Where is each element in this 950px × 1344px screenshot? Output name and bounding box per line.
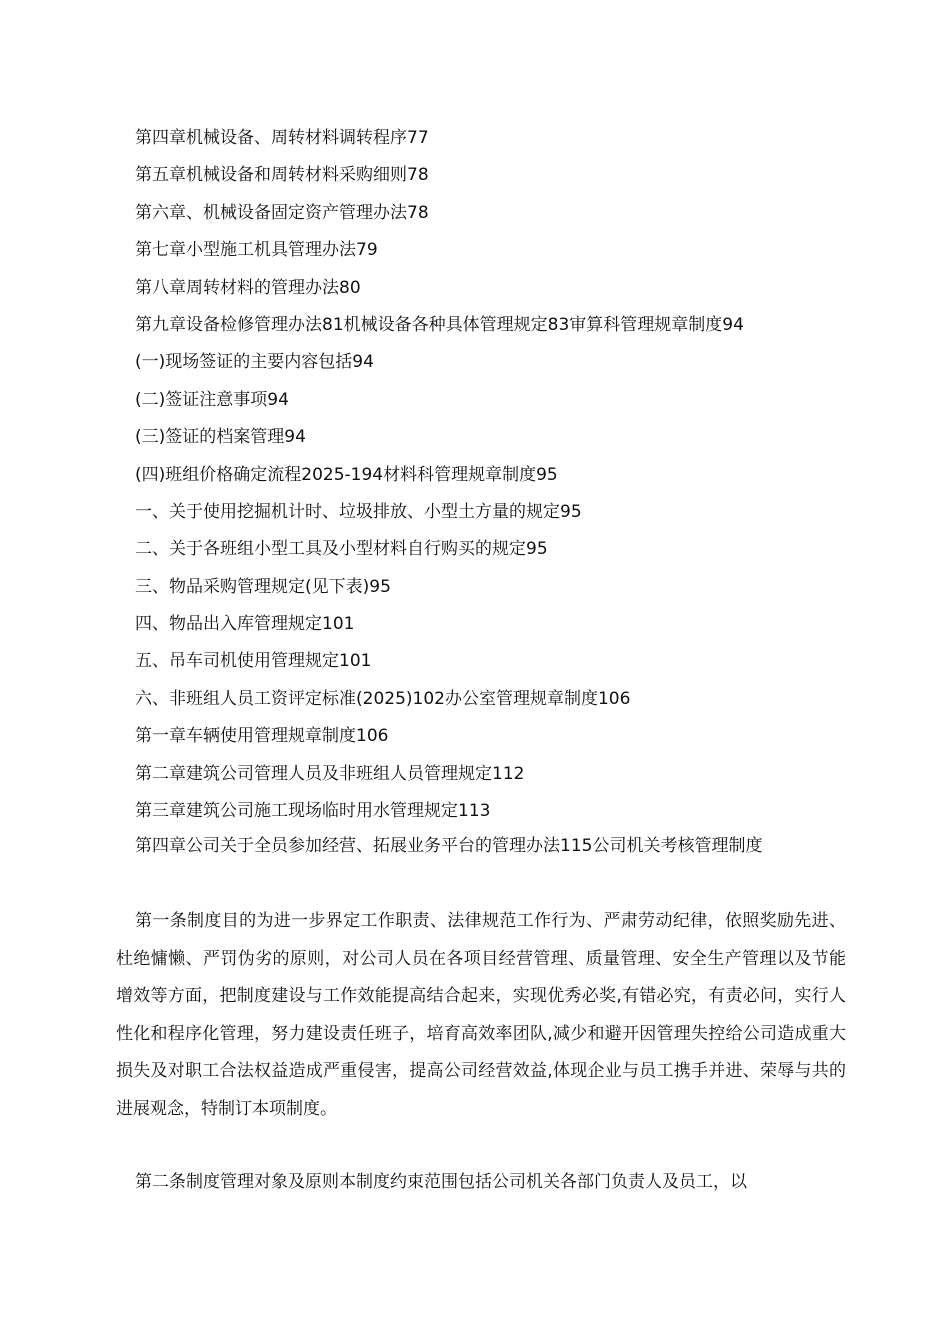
toc-entry: 一、关于使用挖掘机计时、垃圾排放、小型土方量的规定95	[135, 501, 582, 522]
toc-entry: 六、非班组人员工资评定标准(2025)102办公室管理规章制度106	[135, 688, 631, 709]
toc-entry: 第六章、机械设备固定资产管理办法78	[135, 202, 429, 223]
toc-entry: 第二章建筑公司管理人员及非班组人员管理规定112	[135, 763, 525, 784]
toc-entry: (四)班组价格确定流程2025-194材料科管理规章制度95	[135, 464, 558, 485]
toc-entry: 第八章周转材料的管理办法80	[135, 277, 361, 298]
toc-entry: 第五章机械设备和周转材料采购细则78	[135, 165, 429, 186]
toc-entry: 四、物品出入库管理规定101	[135, 614, 355, 635]
toc-entry: 第九章设备检修管理办法81机械设备各种具体管理规定83审算科管理规章制度94	[135, 314, 744, 335]
toc-entry: 第一章车辆使用管理规章制度106	[135, 726, 389, 747]
toc-entry: (二)签证注意事项94	[135, 389, 289, 410]
toc-entry: 第七章小型施工机具管理办法79	[135, 240, 378, 261]
table-of-contents	[135, 124, 855, 834]
toc-entry: 第三章建筑公司施工现场临时用水管理规定113	[135, 801, 491, 822]
article-2-paragraph: 第二条制度管理对象及原则本制度约束范围包括公司机关各部门负责人及员工，以	[135, 1172, 747, 1192]
toc-entry: 三、物品采购管理规定(见下表)95	[135, 576, 391, 597]
article-1-paragraph: 第一条制度目的为进一步界定工作职责、法律规范工作行为、严肃劳动纪律，依照奖励先进、杜绝慵懒、严罚伪劣的原则，对公司人员在各项目经营管理、质量管理、安全生产管理以及节能增效等方面，把制度建设与工作效能提高结合起来，实现优秀必奖,有错必究，有责必问，实行人性化和程序化管理，努力建设责任班子，培育高效率团队,减少和避开因管理失控给公司造成重大损失及对职工合法权益造成严重侵害，提高公司经营效益,体现企业与员工携手并进、荣辱与共的进展观念，特制订本项制度。	[116, 911, 846, 1119]
toc-entry: 第四章机械设备、周转材料调转程序77	[135, 128, 429, 148]
toc-entry-wrapped: 第四章公司关于全员参加经营、拓展业务平台的管理办法115公司机关考核管理制度	[135, 836, 763, 856]
toc-entry: 五、吊车司机使用管理规定101	[135, 651, 372, 672]
toc-entry: (一)现场签证的主要内容包括94	[135, 352, 374, 373]
toc-entry: 二、关于各班组小型工具及小型材料自行购买的规定95	[135, 539, 548, 560]
toc-entry: (三)签证的档案管理94	[135, 427, 306, 448]
